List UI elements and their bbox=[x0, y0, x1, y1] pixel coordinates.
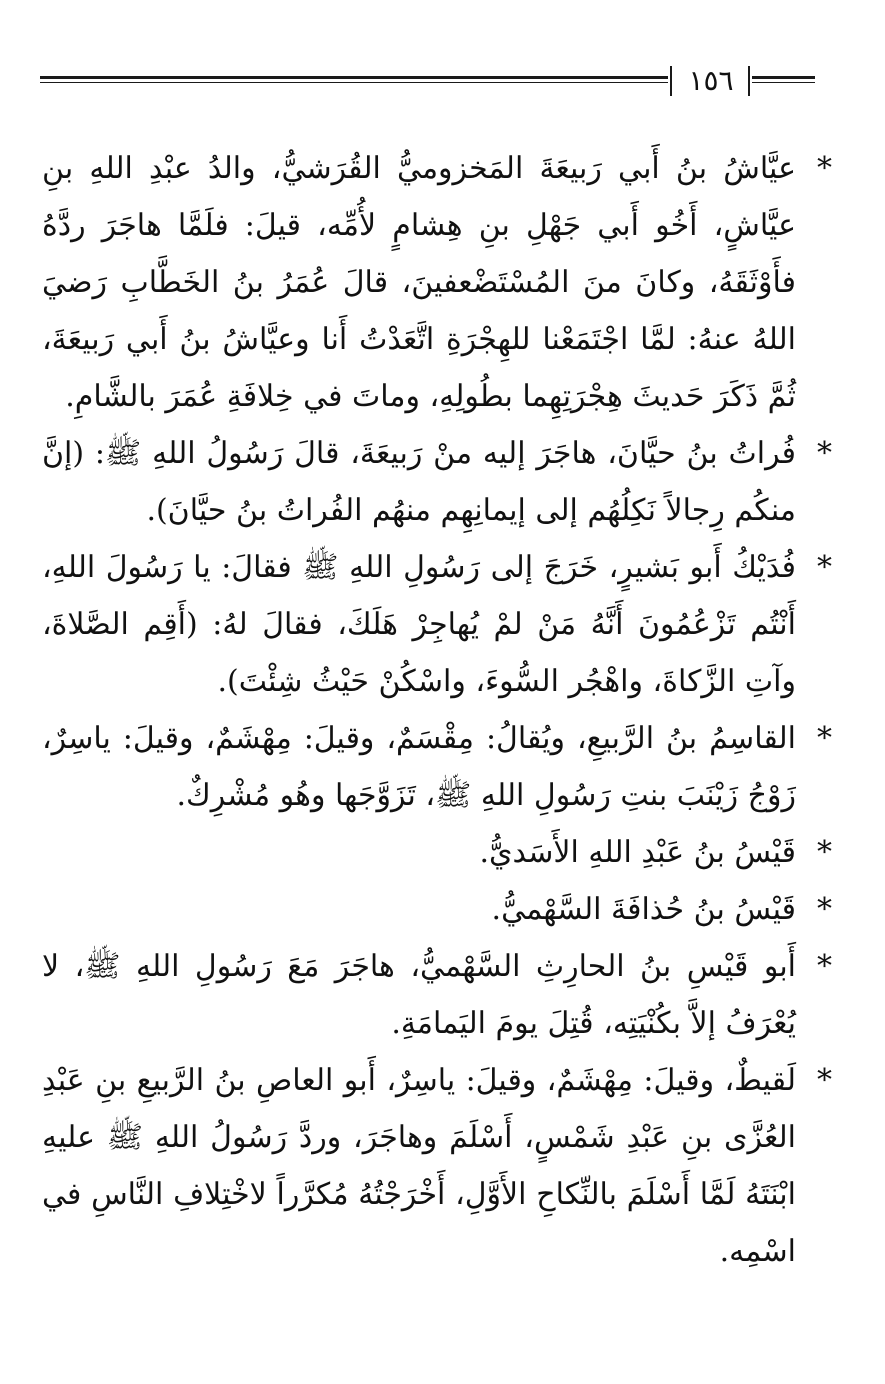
entry-marker: * bbox=[817, 835, 832, 870]
entry-text: فُدَيْكُ أَبو بَشيرٍ، خَرَجَ إلى رَسُولِ اللهِ ﷺ فقالَ: يا رَسُولَ اللهِ، أَنْتُم تَزْعُمُونَ أَنَّهُ مَنْ لمْ يُهاجِرْ هَلَكَ، فقالَ لهُ: (أَقِم الصَّلاةَ، وآتِ الزَّكاةَ، واهْجُر السُّوءَ، واسْكُنْ حَيْثُ شِئْتَ). bbox=[42, 550, 796, 699]
entry-marker: * bbox=[817, 892, 832, 927]
entry-ayyash bbox=[42, 140, 832, 425]
entry-qays-sahmi bbox=[42, 881, 832, 938]
main-text bbox=[42, 140, 832, 1280]
page-number: ١٥٦ bbox=[688, 64, 734, 97]
entry-furat bbox=[42, 425, 832, 539]
entry-marker: * bbox=[817, 436, 832, 471]
entry-qays-asadi bbox=[42, 824, 832, 881]
entry-text: أَبو قَيْسِ بنُ الحارِثِ السَّهْميُّ، هاجَرَ مَعَ رَسُولِ اللهِ ﷺ، لا يُعْرَفُ إلاَّ بكُنْيَتِه، قُتِلَ يومَ اليَمامَةِ. bbox=[42, 949, 796, 1041]
entry-text: قَيْسُ بنُ عَبْدِ اللهِ الأَسَديُّ. bbox=[479, 835, 796, 870]
entry-qasim bbox=[42, 710, 832, 824]
entry-text: القاسِمُ بنُ الرَّبيعِ، ويُقالُ: مِقْسَمٌ، وقيلَ: مِهْشَمٌ، وقيلَ: ياسِرٌ، زَوْجُ زَيْنَبَ بنتِ رَسُولِ اللهِ ﷺ، تَزَوَّجَها وهُو مُشْرِكٌ. bbox=[42, 721, 796, 813]
header-bar-left bbox=[670, 66, 672, 96]
header-rule-right bbox=[752, 76, 815, 83]
entry-marker: * bbox=[817, 550, 832, 585]
entry-marker: * bbox=[817, 151, 832, 186]
entry-text: لَقيطٌ، وقيلَ: مِهْشَمٌ، وقيلَ: ياسِرٌ، أَبو العاصِ بنُ الرَّبيعِ بنِ عَبْدِ العُزَّى بنِ عَبْدِ شَمْسٍ، أَسْلَمَ وهاجَرَ، وردَّ رَسُولُ اللهِ ﷺ عليهِ ابْنَتَهُ لَمَّا أَسْلَمَ بالنِّكاحِ الأَوَّلِ، أَخْرَجْتُهُ مُكرَّراً لاخْتِلافِ النَّاسِ في اسْمِه. bbox=[42, 1063, 796, 1269]
page-header bbox=[40, 64, 815, 100]
entry-laqit bbox=[42, 1052, 832, 1280]
header-bar-right bbox=[748, 66, 750, 96]
entry-marker: * bbox=[817, 721, 832, 756]
entry-text: قَيْسُ بنُ حُذافَةَ السَّهْميُّ. bbox=[491, 892, 796, 927]
entry-abu-qays bbox=[42, 938, 832, 1052]
entry-fudayk bbox=[42, 539, 832, 710]
entry-text: عيَّاشُ بنُ أَبي رَبيعَةَ المَخزوميُّ القُرَشيُّ، والدُ عبْدِ اللهِ بنِ عيَّاشٍ، أَخُو أَبي جَهْلِ بنِ هِشامٍ لأُمِّه، قيلَ: فلَمَّا هاجَرَ ردَّهُ فأَوْثَقَهُ، وكانَ منَ المُسْتَضْعفينَ، قالَ عُمَرُ بنُ الخَطَّابِ رَضيَ اللهُ عنهُ: لمَّا اجْتَمَعْنا للهِجْرَةِ اتَّعَدْتُ أَنا وعيَّاشُ بنُ أَبي رَبيعَةَ، ثُمَّ ذَكَرَ حَديثَ هِجْرَتِهِما بطُولِهِ، وماتَ في خِلافَةِ عُمَرَ بالشَّامِ. bbox=[42, 151, 796, 414]
entry-marker: * bbox=[817, 949, 832, 984]
header-rule-left bbox=[40, 76, 668, 83]
entry-text: فُراتُ بنُ حيَّانَ، هاجَرَ إليه منْ رَبيعَةَ، قالَ رَسُولُ اللهِ ﷺ: (إنَّ منكُم رِجالاً نَكِلُهُم إلى إيمانِهِم منهُم الفُراتُ بنُ حيَّانَ). bbox=[42, 436, 796, 528]
entry-marker: * bbox=[817, 1063, 832, 1098]
